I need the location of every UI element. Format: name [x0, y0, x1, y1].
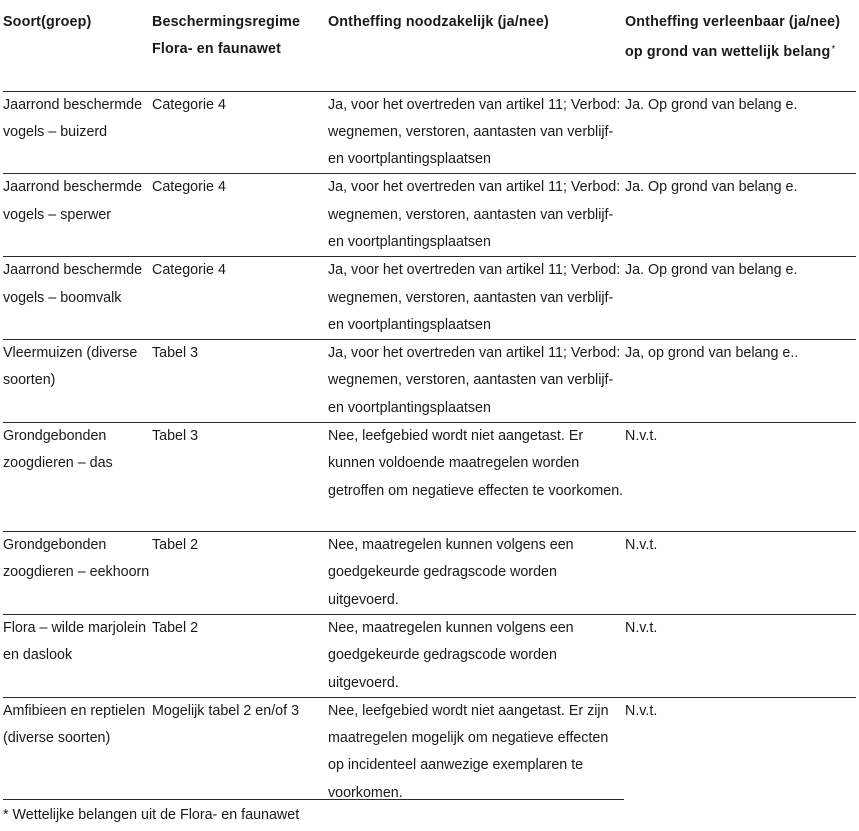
table-row	[3, 614, 856, 697]
cell-species: Amfibieen en reptielen (diverse soorten)	[3, 702, 146, 747]
cell-exemption-needed: Nee, maatregelen kunnen volgens een goedgekeurde gedragscode worden uitgevoerd.	[328, 532, 625, 615]
cell-species: Grondgebonden zoogdieren – das	[3, 423, 152, 532]
cell-exemption-needed: Ja, voor het overtreden van artikel 11; Verbod: wegnemen, verstoren, aantasten van verblijf- en voortplantingsplaatsen	[328, 340, 625, 423]
header-exemption-needed: Ontheffing noodzakelijk (ja/nee)	[328, 9, 625, 91]
cell-exemption-grantable: N.v.t.	[625, 532, 856, 615]
cell-species: Jaarrond beschermde vogels – boomvalk	[3, 257, 152, 340]
cell-exemption-needed: Ja, voor het overtreden van artikel 11; Verbod: wegnemen, verstoren, aantasten van verblijf- en voortplantingsplaatsen	[328, 257, 625, 340]
cell-species: Jaarrond beschermde vogels – sperwer	[3, 174, 152, 257]
species-exemption-table	[3, 9, 856, 807]
cell-exemption-needed: Nee, leefgebied wordt niet aangetast. Er kunnen voldoende maatregelen worden getroffen om negatieve effecten te voorkomen.	[328, 423, 625, 532]
cell-exemption-grantable: Ja. Op grond van belang e.	[625, 257, 856, 340]
header-exemption-grantable	[625, 9, 856, 91]
cell-species: Jaarrond beschermde vogels – buizerd	[3, 91, 152, 174]
cell-exemption-grantable: Ja. Op grond van belang e.	[625, 174, 856, 257]
cell-exemption-grantable: N.v.t.	[625, 614, 856, 697]
cell-exemption-grantable: Ja, op grond van belang e..	[625, 340, 856, 423]
cell-regime: Tabel 2	[152, 532, 328, 615]
table-row	[3, 340, 856, 423]
header-regime: Beschermingsregime Flora- en faunawet	[152, 9, 328, 91]
table-row	[3, 532, 856, 615]
header-species: Soort(groep)	[3, 9, 152, 91]
cell-exemption-grantable: Ja. Op grond van belang e.	[625, 91, 856, 174]
cell-exemption-needed: Nee, leefgebied wordt niet aangetast. Er zijn maatregelen mogelijk om negatieve effecten op incidenteel aanwezige exemplaren te voorkomen.	[328, 702, 609, 801]
cell-exemption-needed: Ja, voor het overtreden van artikel 11; Verbod: wegnemen, verstoren, aantasten van verblijf- en voortplantingsplaatsen	[328, 174, 625, 257]
cell-species: Vleermuizen (diverse soorten)	[3, 340, 152, 423]
table-row	[3, 257, 856, 340]
table-row	[3, 423, 856, 532]
cell-species: Grondgebonden zoogdieren – eekhoorn	[3, 532, 152, 615]
table-header-row	[3, 9, 856, 91]
header-exemption-grantable-label: Ontheffing verleenbaar (ja/nee) op grond van wettelijk belang	[625, 14, 841, 61]
cell-exemption-needed: Ja, voor het overtreden van artikel 11; Verbod: wegnemen, verstoren, aantasten van verblijf- en voortplantingsplaatsen	[328, 91, 625, 174]
cell-species: Flora – wilde marjolein en daslook	[3, 614, 152, 697]
footnote-divider	[3, 799, 624, 800]
cell-regime: Categorie 4	[152, 91, 328, 174]
cell-regime: Mogelijk tabel 2 en/of 3	[152, 702, 300, 719]
footnote: * Wettelijke belangen uit de Flora- en faunawet	[3, 807, 300, 823]
cell-exemption-grantable: N.v.t.	[625, 423, 856, 532]
cell-regime: Tabel 3	[152, 340, 328, 423]
cell-regime: Tabel 3	[152, 423, 328, 532]
footnote-marker: *	[831, 44, 836, 56]
cell-regime: Tabel 2	[152, 614, 328, 697]
table-row	[3, 697, 856, 807]
table-row	[3, 174, 856, 257]
cell-regime: Categorie 4	[152, 257, 328, 340]
cell-exemption-grantable: N.v.t.	[625, 702, 658, 719]
cell-regime: Categorie 4	[152, 174, 328, 257]
table-row	[3, 91, 856, 174]
cell-exemption-needed: Nee, maatregelen kunnen volgens een goedgekeurde gedragscode worden uitgevoerd.	[328, 614, 625, 697]
